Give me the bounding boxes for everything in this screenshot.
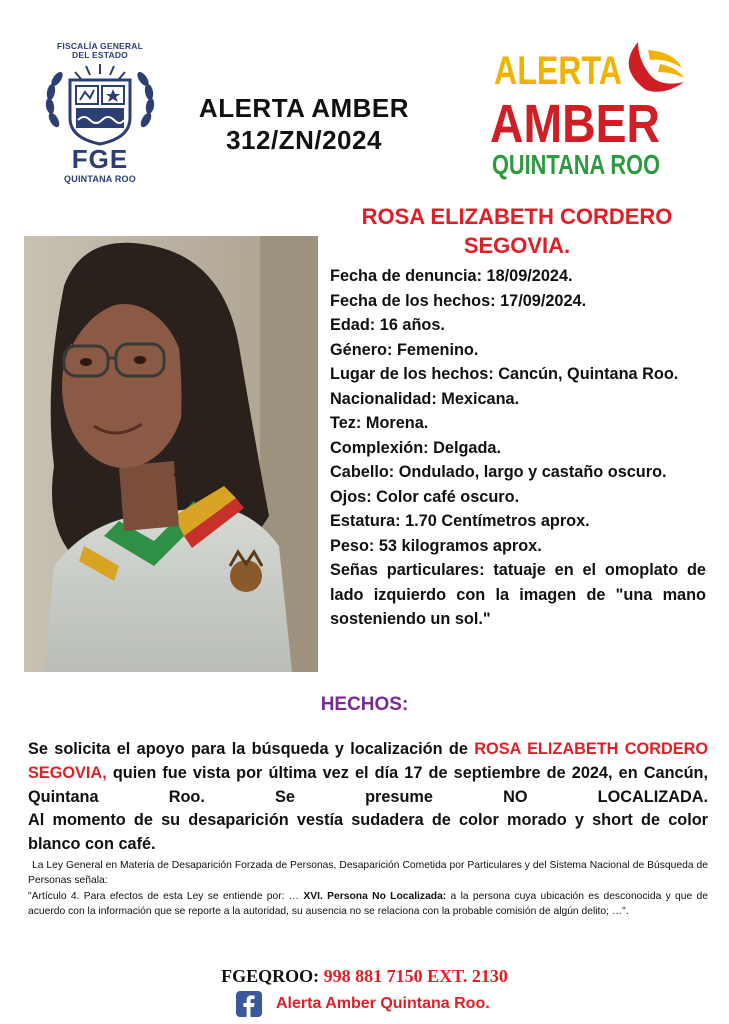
alert-case-number: 312/ZN/2024	[226, 125, 382, 155]
hechos-line2: SEGOVIA, quien fue vista por última vez el día 17 de septiembre de 2024, en Cancún,	[28, 763, 708, 782]
amber-logo-word2: AMBER	[490, 94, 660, 154]
hechos-text	[28, 738, 708, 857]
detail-ojos: Ojos: Color café oscuro.	[330, 487, 520, 506]
hechos-line1: Se solicita el apoyo para la búsqueda y localización de ROSA ELIZABETH CORDERO	[28, 740, 708, 758]
amber-logo-word1: ALERTA	[494, 49, 622, 93]
hechos-person-name-2: SEGOVIA,	[28, 763, 107, 782]
hechos-line4: Al momento de su desaparición vestía sudadera de color morado y short de color blanco con café.	[28, 811, 708, 854]
hechos-person-name: ROSA ELIZABETH CORDERO	[474, 740, 708, 758]
detail-nacionalidad: Nacionalidad: Mexicana.	[330, 389, 520, 408]
alerta-amber-logo	[488, 38, 688, 188]
detail-lugar: Lugar de los hechos: Cancún, Quintana Roo.	[330, 365, 679, 383]
missing-person-photo	[24, 236, 318, 672]
legal-intro: La Ley General en Materia de Desaparición Forzada de Personas, Desaparición Cometida por Particulares y del Sistema Nacional de Búsqueda de Personas señala:	[28, 860, 708, 887]
detail-genero: Género: Femenino.	[330, 340, 479, 359]
legal-article: "Artículo 4. Para efectos de esta Ley se entiende por: … XVI. Persona No Localizada: a la persona cuya ubicación es desconocida y que de acuerdo con la información que se reporte a la autoridad, su ausencia no se relaciona con la probable comisión de algún delito; …".	[28, 890, 709, 917]
person-name-line2: SEGOVIA.	[463, 233, 571, 258]
fge-logo-line1: FISCALÍA GENERAL	[57, 41, 143, 51]
detail-senas-particulares: Señas particulares: tatuaje en el omoplato de lado izquierdo con la imagen de "una mano sosteniendo un sol."	[330, 561, 706, 628]
legal-notice	[28, 858, 708, 919]
facebook-page-label[interactable]: Alerta Amber Quintana Roo.	[276, 995, 490, 1012]
footer-phone[interactable]: 998 881 7150 EXT. 2130	[323, 966, 508, 986]
hechos-heading: HECHOS:	[320, 694, 409, 715]
facebook-icon[interactable]	[236, 991, 262, 1017]
fge-logo-acronym: FGE	[71, 144, 129, 174]
detail-edad: Edad: 16 años.	[330, 316, 445, 334]
detail-estatura: Estatura: 1.70 Centímetros aprox.	[330, 512, 590, 530]
detail-complexion: Complexión: Delgada.	[330, 438, 502, 457]
person-name-line1: ROSA ELIZABETH CORDERO	[361, 204, 673, 229]
missing-person-name	[326, 202, 708, 260]
detail-fecha-hechos: Fecha de los hechos: 17/09/2024.	[330, 291, 587, 310]
detail-cabello: Cabello: Ondulado, largo y castaño oscuro.	[330, 463, 667, 481]
fge-logo-line2: DEL ESTADO	[72, 50, 128, 60]
person-details	[330, 264, 706, 632]
detail-tez: Tez: Morena.	[330, 414, 429, 432]
alert-title	[186, 92, 422, 156]
detail-fecha-denuncia: Fecha de denuncia: 18/09/2024.	[330, 267, 573, 285]
footer-org: FGEQROO:	[221, 966, 320, 986]
footer-facebook[interactable]	[236, 990, 490, 1018]
fge-shield-emblem	[40, 62, 160, 146]
footer-contact	[0, 966, 729, 987]
hechos-line3: Quintana Roo. Se presume NO LOCALIZADA.	[28, 787, 708, 806]
alert-title-line1: ALERTA AMBER	[198, 93, 410, 123]
fge-logo	[36, 42, 164, 188]
moon-icon	[629, 42, 684, 92]
amber-logo-word3: QUINTANA ROO	[492, 149, 660, 180]
detail-peso: Peso: 53 kilogramos aprox.	[330, 536, 542, 555]
fge-logo-state: QUINTANA ROO	[64, 174, 136, 184]
